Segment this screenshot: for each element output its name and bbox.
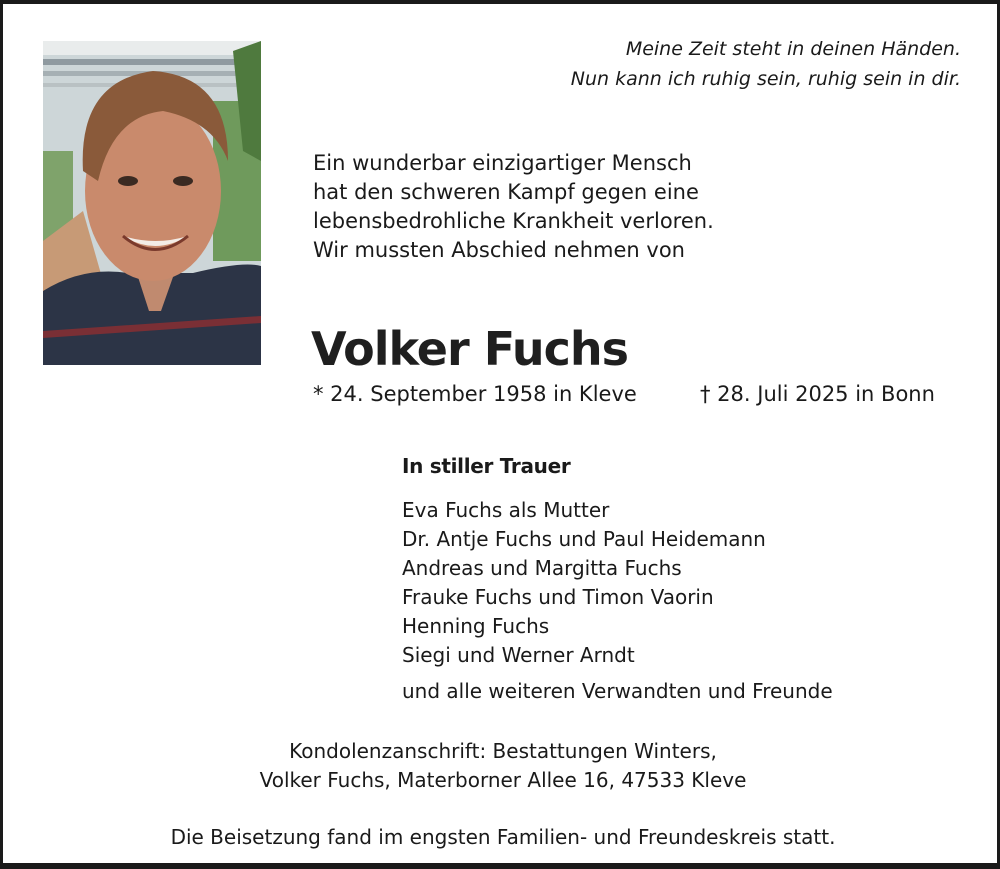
deceased-name: Volker Fuchs (311, 322, 628, 376)
death-date: † 28. Juli 2025 in Bonn (700, 382, 935, 406)
funeral-note: Die Beisetzung fand im engsten Familien- und Freundeskreis statt. (170, 825, 836, 849)
mourner: Frauke Fuchs und Timon Vaorin (402, 585, 714, 609)
condolence-line: Volker Fuchs, Materborner Allee 16, 47533 Kleve (259, 768, 747, 792)
mourner: Dr. Antje Fuchs und Paul Heidemann (402, 527, 766, 551)
mourner: Eva Fuchs als Mutter (402, 498, 610, 522)
relatives-line: und alle weiteren Verwandten und Freunde (402, 679, 833, 703)
mourning-heading: In stiller Trauer (402, 454, 571, 478)
intro-text (313, 149, 714, 265)
mourner: Henning Fuchs (402, 614, 550, 638)
intro-line: hat den schweren Kampf gegen eine (313, 180, 699, 204)
intro-line: lebensbedrohliche Krankheit verloren. (313, 209, 714, 233)
mourners-list (402, 496, 766, 670)
birth-date: * 24. September 1958 in Kleve (313, 382, 637, 406)
condolence-address (3, 737, 1000, 795)
motto-line: Nun kann ich ruhig sein, ruhig sein in dir. (570, 68, 961, 90)
motto-quote (571, 34, 961, 94)
condolence-line: Kondolenzanschrift: Bestattungen Winters, (289, 739, 717, 763)
motto-line: Meine Zeit steht in deinen Händen. (625, 38, 961, 60)
mourner: Andreas und Margitta Fuchs (402, 556, 682, 580)
portrait-photo (43, 41, 261, 365)
intro-line: Wir mussten Abschied nehmen von (313, 238, 685, 262)
intro-line: Ein wunderbar einzigartiger Mensch (313, 151, 692, 175)
mourner: Siegi und Werner Arndt (402, 643, 635, 667)
